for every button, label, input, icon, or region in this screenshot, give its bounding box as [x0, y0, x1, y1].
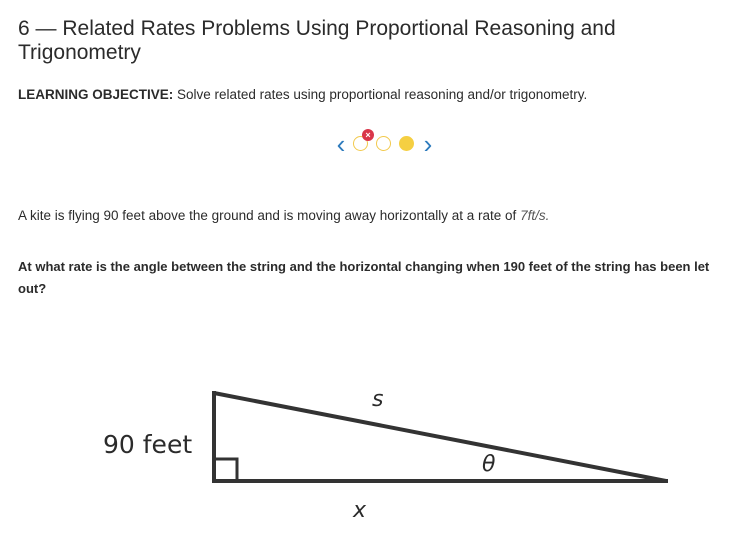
rate-value: 7ft/s. [520, 208, 550, 223]
question-dot-2[interactable] [376, 136, 391, 151]
chevron-left-icon[interactable]: ‹ [336, 129, 346, 159]
objective-label: LEARNING OBJECTIVE: [18, 87, 174, 102]
right-angle-marker [214, 459, 237, 481]
triangle-diagram [0, 370, 743, 534]
chevron-right-icon[interactable]: › [423, 129, 433, 159]
problem-statement [18, 208, 738, 223]
objective-text: Solve related rates using proportional reasoning and/or trigonometry. [177, 87, 588, 102]
page-title: 6 — Related Rates Problems Using Proportional Reasoning and Trigonometry [18, 17, 616, 64]
angle-label: θ [482, 452, 496, 477]
question-dot-3[interactable] [399, 136, 414, 151]
hypotenuse-label: s [372, 387, 384, 412]
height-label: 90 feet [103, 430, 193, 459]
hypotenuse-side [214, 393, 666, 481]
question-text: At what rate is the angle between the string and the horizontal changing when 190 feet of the string has been let out? [18, 259, 710, 296]
problem-text: A kite is flying 90 feet above the ground and is moving away horizontally at a rate of [18, 208, 517, 223]
base-label: x [353, 498, 367, 523]
incorrect-badge-icon: × [362, 129, 374, 141]
question-pager [0, 131, 743, 161]
learning-objective [18, 87, 738, 102]
